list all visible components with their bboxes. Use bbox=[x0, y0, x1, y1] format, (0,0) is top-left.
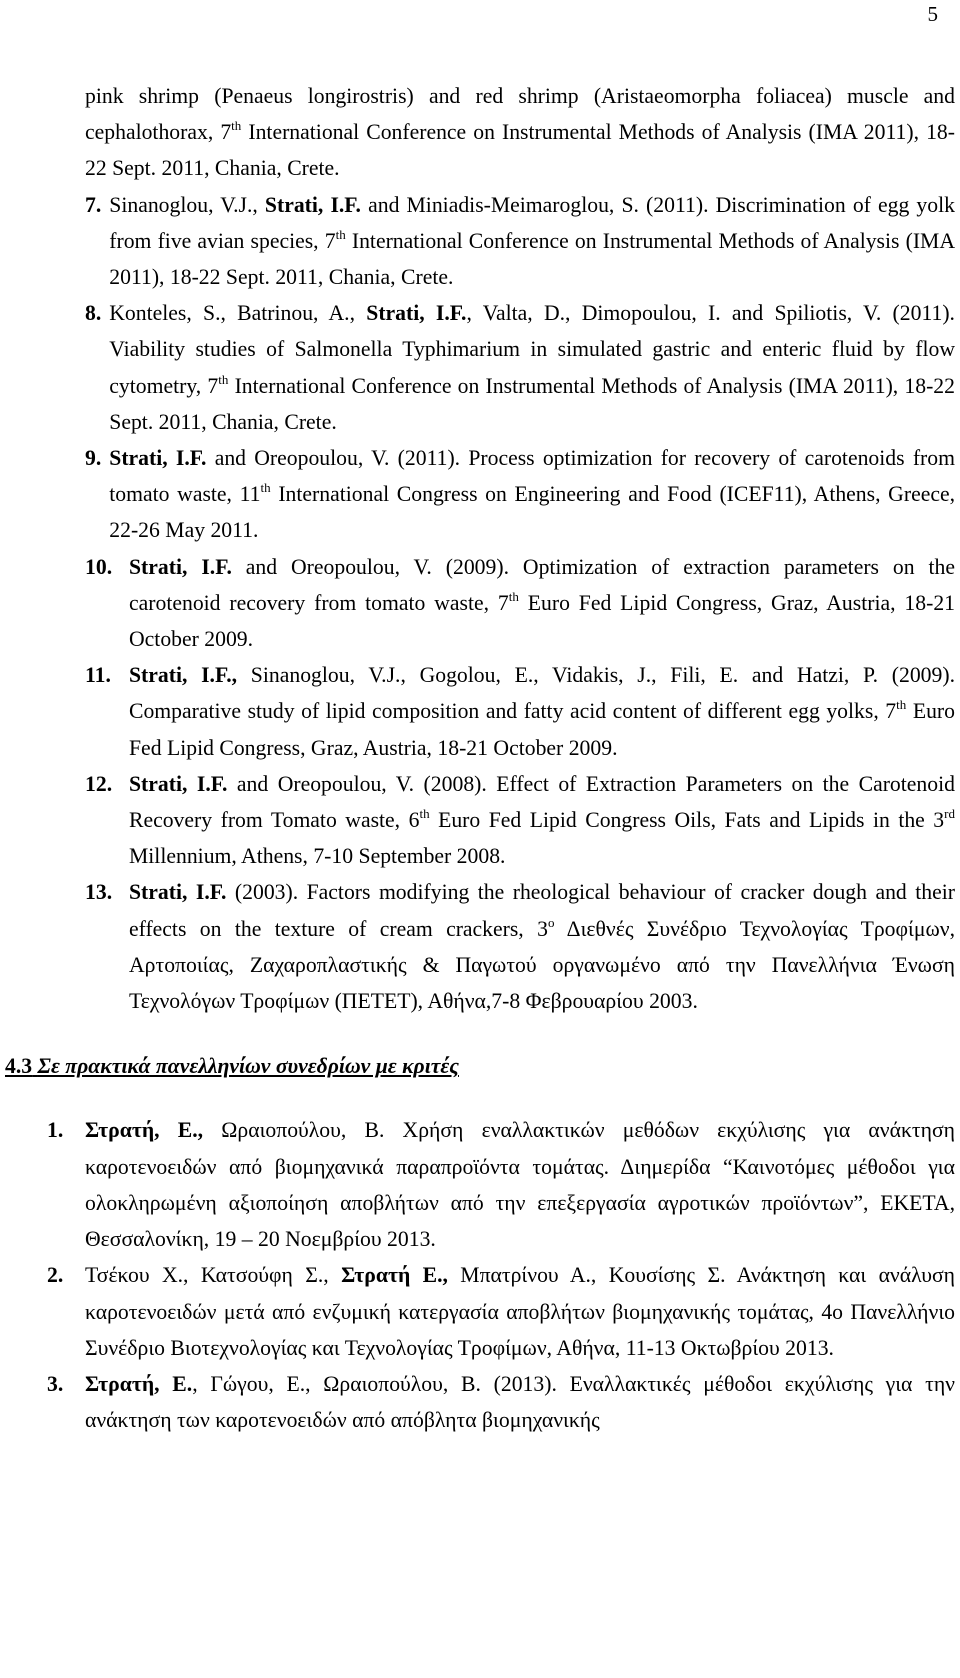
item-bold-author: Strati, I.F. bbox=[366, 301, 467, 326]
list-item bbox=[85, 766, 955, 875]
item-text bbox=[109, 187, 955, 296]
item-bold-author: Στρατή Ε., bbox=[341, 1263, 448, 1288]
item-authors-b: Sinanoglou, V.J., Gogolou, E., Vidakis, J., Fili, E. and Hatzi, P. (2009). Comparative study of lipid composition and fatty acid content of different egg yolks, 7 bbox=[129, 663, 956, 724]
item-text bbox=[85, 1112, 955, 1257]
item-number: 9. bbox=[85, 446, 102, 471]
item-number: 8. bbox=[85, 301, 102, 326]
item-rest: Διεθνές Συνέδριο Τεχνολογίας Τροφίμων, Αρτοποιίας, Ζαχαροπλαστικής & Παγωτού οργανωμένο από την Πανελλήνια Ένωση Τεχνολόγων Τροφίμων (ΠΕΤΕΤ), Αθήνα,7-8 Φεβρουαρίου 2003. bbox=[129, 916, 955, 1014]
item-rest-2: Millennium, Athens, 7-10 September 2008. bbox=[129, 844, 506, 869]
continued-entry-text: pink shrimp (Penaeus longirostris) and red shrimp (Aristaeomorpha foliacea) muscle and cephalothorax, 7 bbox=[85, 84, 955, 145]
item-authors-b: and Oreopoulou, V. (2009). Optimization of extraction parameters on the carotenoid recovery from tomato waste, 7 bbox=[129, 554, 955, 615]
list-item bbox=[47, 1257, 955, 1366]
item-text bbox=[129, 874, 955, 1019]
item-rest: International Conference on Instrumental Methods of Analysis (IMA 2011), 18-22 Sept. 2011, Chania, Crete. bbox=[109, 228, 956, 290]
item-authors-a: Τσέκου Χ., Κατσούφη Σ., bbox=[85, 1263, 342, 1288]
list-item bbox=[85, 187, 955, 296]
item-rest: Euro Fed Lipid Congress Oils, Fats and Lipids in the 3 bbox=[429, 808, 945, 833]
list-item bbox=[47, 1112, 955, 1257]
item-text bbox=[129, 766, 955, 875]
item-authors-a: Konteles, S., Batrinou, A., bbox=[109, 301, 367, 326]
continued-entry-text-after: International Conference on Instrumental Methods of Analysis (IMA 2011), 18-22 Sept. 2011, Chania, Crete. bbox=[85, 120, 955, 181]
item-superscript-2: rd bbox=[944, 806, 955, 822]
item-bold-author: Strati, I.F. bbox=[109, 446, 207, 471]
item-rest: Μπατρίνου Α., Κουσίσης Σ. Ανάκτηση και ανάλυση καροτενοειδών μετά από ενζυμική κατεργασία αποβλήτων βιομηχανικής τομάτας, 4ο Πανελλήνιο Συνέδριο Βιοτεχνολογίας και Τεχνολογίας Τροφίμων, Αθήνα, 11-13 Οκτωβρίου 2013. bbox=[85, 1263, 955, 1360]
item-authors-b: and Oreopoulou, V. (2011). Process optimization for recovery of carotenoids from tomato waste, 11 bbox=[109, 446, 955, 507]
item-authors-b: and Oreopoulou, V. (2008). Effect of Extraction Parameters on the Carotenoid Recovery from Tomato waste, 6 bbox=[129, 771, 955, 833]
list-item bbox=[85, 874, 955, 1019]
page-content bbox=[5, 78, 956, 1438]
item-number: 3. bbox=[47, 1371, 64, 1396]
section-title: Σε πρακτικά πανελληνίων συνεδρίων με κριτές bbox=[37, 1054, 459, 1079]
item-superscript: th bbox=[508, 588, 519, 604]
section-number: 4.3 bbox=[5, 1054, 33, 1079]
item-text bbox=[85, 1366, 955, 1438]
item-number: 13. bbox=[85, 880, 113, 905]
list-item bbox=[85, 295, 955, 440]
item-number: 12. bbox=[85, 771, 113, 796]
item-authors-b: and Miniadis-Meimaroglou, S. (2011). Discrimination of egg yolk from five avian species, 7 bbox=[109, 192, 955, 253]
item-text bbox=[109, 295, 955, 440]
section-heading bbox=[5, 1048, 955, 1084]
item-superscript: th bbox=[335, 226, 346, 242]
item-number: 1. bbox=[47, 1118, 64, 1143]
item-number: 2. bbox=[47, 1263, 64, 1288]
item-rest: Euro Fed Lipid Congress, Graz, Austria, 18-21 October 2009. bbox=[129, 699, 955, 760]
item-rest: Euro Fed Lipid Congress, Graz, Austria, 18-21 October 2009. bbox=[129, 590, 956, 652]
item-rest: International Conference on Instrumental Methods of Analysis (IMA 2011), 18-22 Sept. 2011, Chania, Crete. bbox=[109, 373, 955, 434]
reference-list bbox=[85, 187, 955, 1020]
page-number: 5 bbox=[927, 2, 938, 26]
item-bold-author: Στρατή, Ε. bbox=[85, 1371, 193, 1396]
item-superscript: ο bbox=[547, 914, 555, 930]
item-authors-a: Sinanoglou, V.J., bbox=[109, 192, 265, 217]
item-bold-author: Strati, I.F. bbox=[264, 192, 361, 217]
item-rest: International Congress on Engineering and Food (ICEF11), Athens, Greece, 22-26 May 2011. bbox=[109, 482, 955, 543]
item-number: 7. bbox=[85, 192, 102, 217]
list-item bbox=[85, 657, 955, 766]
item-bold-author: Στρατή, Ε., bbox=[85, 1118, 204, 1143]
list-item bbox=[85, 440, 955, 549]
item-rest: , Γώγου, Ε., Ωραιοπούλου, Β. (2013). Εναλλακτικές μέθοδοι εκχύλισης για την ανάκτηση των καροτενοειδών από απόβλητα βιομηχανικής bbox=[85, 1371, 955, 1433]
item-number: 10. bbox=[85, 554, 113, 579]
list-item bbox=[85, 549, 955, 658]
item-superscript: th bbox=[260, 480, 271, 496]
item-text bbox=[85, 1257, 955, 1366]
item-text bbox=[129, 549, 955, 658]
continued-entry bbox=[85, 78, 955, 187]
item-superscript: th bbox=[419, 806, 430, 822]
item-number: 11. bbox=[85, 663, 111, 688]
item-bold-author: Strati, I.F. bbox=[129, 880, 227, 905]
item-text bbox=[109, 440, 955, 549]
list-item bbox=[47, 1366, 955, 1438]
item-bold-author: Strati, I.F. bbox=[129, 554, 232, 579]
item-superscript: th bbox=[218, 371, 229, 387]
item-authors-b: , Valta, D., Dimopoulou, I. and Spiliotis, V. (2011). Viability studies of Salmonella Typhimarium in simulated gastric and enteric fluid by flow cytometry, 7 bbox=[109, 301, 955, 398]
item-text bbox=[129, 657, 955, 766]
greek-reference-list bbox=[47, 1112, 955, 1438]
continued-entry-sup: th bbox=[231, 118, 242, 134]
item-bold-author: Strati, I.F. bbox=[129, 771, 228, 796]
item-rest: Ωραιοπούλου, Β. Χρήση εναλλακτικών μεθόδων εκχύλισης για ανάκτηση καροτενοειδών από βιομηχανικά παραπροϊόντα τομάτας. Διημερίδα “Καινοτόμες μέθοδοι για ολοκληρωμένη αξιοποίηση αποβλήτων από την επεξεργασία αγροτικών προϊόντων”, ΕΚΕΤΑ, Θεσσαλονίκη, 19 – 20 Νοεμβρίου 2013. bbox=[85, 1118, 955, 1252]
item-bold-author: Strati, I.F., bbox=[129, 663, 238, 688]
item-authors-b: (2003). Factors modifying the rheological behaviour of cracker dough and their effects on the texture of cream crackers, 3 bbox=[129, 880, 955, 941]
item-superscript: th bbox=[896, 697, 907, 713]
